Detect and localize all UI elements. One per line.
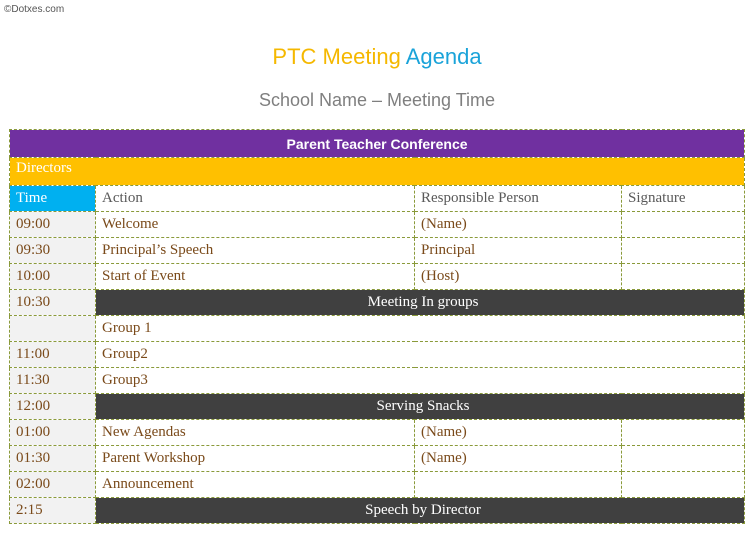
signature-cell xyxy=(622,212,745,238)
signature-cell xyxy=(622,264,745,290)
header-responsible-person: Responsible Person xyxy=(415,186,622,212)
time-cell: 10:30 xyxy=(10,290,96,316)
time-cell: 10:00 xyxy=(10,264,96,290)
action-cell: Group3 xyxy=(96,368,745,394)
time-cell: 01:30 xyxy=(10,446,96,472)
section-label: Serving Snacks xyxy=(96,394,745,420)
action-cell: New Agendas xyxy=(96,420,415,446)
table-title: Parent Teacher Conference xyxy=(10,130,745,158)
time-cell: 01:00 xyxy=(10,420,96,446)
responsible-cell: (Host) xyxy=(415,264,622,290)
action-cell: Announcement xyxy=(96,472,415,498)
signature-cell xyxy=(622,446,745,472)
time-cell: 11:30 xyxy=(10,368,96,394)
action-cell: Start of Event xyxy=(96,264,415,290)
table-row xyxy=(10,472,745,498)
table-row xyxy=(10,420,745,446)
watermark: ©Dotxes.com xyxy=(4,4,65,15)
responsible-cell: Principal xyxy=(415,238,622,264)
action-cell: Group2 xyxy=(96,342,745,368)
time-cell: 12:00 xyxy=(10,394,96,420)
header-time: Time xyxy=(10,186,96,212)
action-cell: Principal’s Speech xyxy=(96,238,415,264)
table-row xyxy=(10,368,745,394)
signature-cell xyxy=(622,472,745,498)
section-label: Meeting In groups xyxy=(96,290,745,316)
document-subtitle: School Name – Meeting Time xyxy=(258,90,496,110)
signature-cell xyxy=(622,238,745,264)
table-header-row xyxy=(10,186,745,212)
responsible-cell xyxy=(415,472,622,498)
time-cell: 02:00 xyxy=(10,472,96,498)
table-row xyxy=(10,316,745,342)
responsible-cell: (Name) xyxy=(415,420,622,446)
time-cell: 09:30 xyxy=(10,238,96,264)
time-cell: 09:00 xyxy=(10,212,96,238)
section-row xyxy=(10,290,745,316)
document-title xyxy=(0,44,754,70)
responsible-cell: (Name) xyxy=(415,212,622,238)
action-cell: Parent Workshop xyxy=(96,446,415,472)
table-row xyxy=(10,238,745,264)
section-row xyxy=(10,394,745,420)
table-row xyxy=(10,264,745,290)
time-cell xyxy=(10,316,96,342)
agenda-table xyxy=(9,129,745,524)
directors-row xyxy=(10,158,745,186)
section-label: Speech by Director xyxy=(96,498,745,524)
time-cell: 2:15 xyxy=(10,498,96,524)
time-cell: 11:00 xyxy=(10,342,96,368)
table-row xyxy=(10,446,745,472)
title-part-2: Agenda xyxy=(405,44,482,69)
action-cell: Welcome xyxy=(96,212,415,238)
directors-label: Directors xyxy=(10,158,745,186)
table-title-row xyxy=(10,130,745,158)
responsible-cell: (Name) xyxy=(415,446,622,472)
header-signature: Signature xyxy=(622,186,745,212)
signature-cell xyxy=(622,420,745,446)
header-action: Action xyxy=(96,186,415,212)
table-row xyxy=(10,342,745,368)
table-row xyxy=(10,212,745,238)
action-cell: Group 1 xyxy=(96,316,745,342)
section-row xyxy=(10,498,745,524)
title-part-1: PTC Meeting xyxy=(272,44,401,69)
